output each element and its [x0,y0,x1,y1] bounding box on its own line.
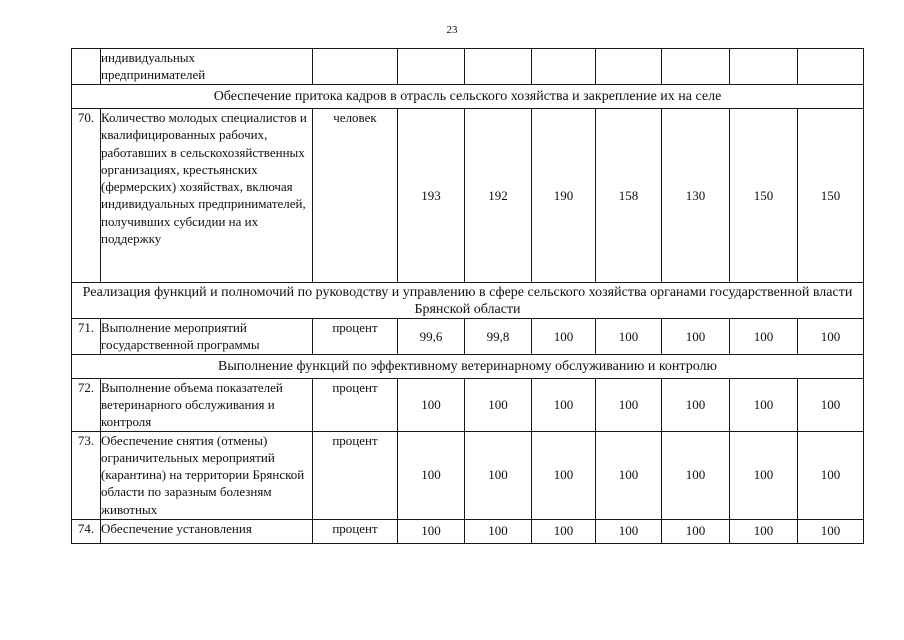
value-cell: 100 [730,319,798,355]
value-cell: 193 [398,109,465,283]
table-row [72,378,864,431]
indicator-name: Выполнение объема показателей ветеринарного обслуживания и контроля [101,378,313,431]
indicator-name: Обеспечение установления [101,519,313,543]
value-cell: 100 [730,519,798,543]
indicator-name: Обеспечение снятия (отмены) ограничительных мероприятий (карантина) на территории Брянской области по заразным болезням животных [101,431,313,519]
value-cell: 100 [465,378,532,431]
value-cell: 100 [596,519,662,543]
table-row [72,49,864,85]
value-cell: 150 [730,109,798,283]
row-number: 71. [72,319,101,355]
value-cell: 100 [532,431,596,519]
row-number: 72. [72,378,101,431]
value-cell: 100 [596,319,662,355]
page-number: 23 [446,24,458,36]
value-cell [596,49,662,85]
unit-cell: человек [313,109,398,283]
value-cell: 100 [398,431,465,519]
value-cell: 150 [798,109,864,283]
unit-cell: процент [313,431,398,519]
value-cell: 100 [398,519,465,543]
value-cell [532,49,596,85]
value-cell: 100 [398,378,465,431]
row-number: 73. [72,431,101,519]
value-cell: 100 [465,431,532,519]
unit-cell [313,49,398,85]
value-cell: 100 [798,431,864,519]
value-cell: 100 [662,431,730,519]
table-row [72,319,864,355]
value-cell: 130 [662,109,730,283]
value-cell: 99,8 [465,319,532,355]
value-cell: 100 [532,319,596,355]
unit-cell: процент [313,319,398,355]
table-row [72,519,864,543]
value-cell [465,49,532,85]
value-cell: 100 [532,519,596,543]
value-cell: 158 [596,109,662,283]
table-row [72,109,864,283]
value-cell: 100 [596,431,662,519]
value-cell: 99,6 [398,319,465,355]
section-title: Реализация функций и полномочий по руководству и управлению в сфере сельского хозяйства органами государственной власти Брянской области [72,283,864,319]
value-cell [398,49,465,85]
section-row [72,354,864,378]
value-cell: 100 [662,519,730,543]
value-cell: 100 [465,519,532,543]
row-number: 74. [72,519,101,543]
indicators-table [71,48,864,544]
unit-cell: процент [313,378,398,431]
value-cell: 100 [662,319,730,355]
indicator-name: Количество молодых специалистов и квалифицированных рабочих, работавших в сельскохозяйственных организациях, крестьянских (фермерских) хозяйствах, включая индивидуальных предпринимателей, получивших субсидии на их поддержку [101,109,313,283]
indicator-name: Выполнение мероприятий государственной программы [101,319,313,355]
indicator-name: индивидуальных предпринимателей [101,49,313,85]
row-number: 70. [72,109,101,283]
value-cell: 100 [798,378,864,431]
value-cell: 100 [662,378,730,431]
value-cell: 100 [730,431,798,519]
row-number [72,49,101,85]
value-cell: 192 [465,109,532,283]
value-cell: 100 [532,378,596,431]
value-cell [730,49,798,85]
value-cell: 190 [532,109,596,283]
unit-cell: процент [313,519,398,543]
section-row [72,85,864,109]
value-cell: 100 [596,378,662,431]
value-cell: 100 [798,319,864,355]
section-title: Обеспечение притока кадров в отрасль сельского хозяйства и закрепление их на селе [72,85,864,109]
section-row [72,283,864,319]
section-title: Выполнение функций по эффективному ветеринарному обслуживанию и контролю [72,354,864,378]
table-body [72,49,864,544]
table-row [72,431,864,519]
value-cell [662,49,730,85]
value-cell: 100 [730,378,798,431]
value-cell [798,49,864,85]
value-cell: 100 [798,519,864,543]
